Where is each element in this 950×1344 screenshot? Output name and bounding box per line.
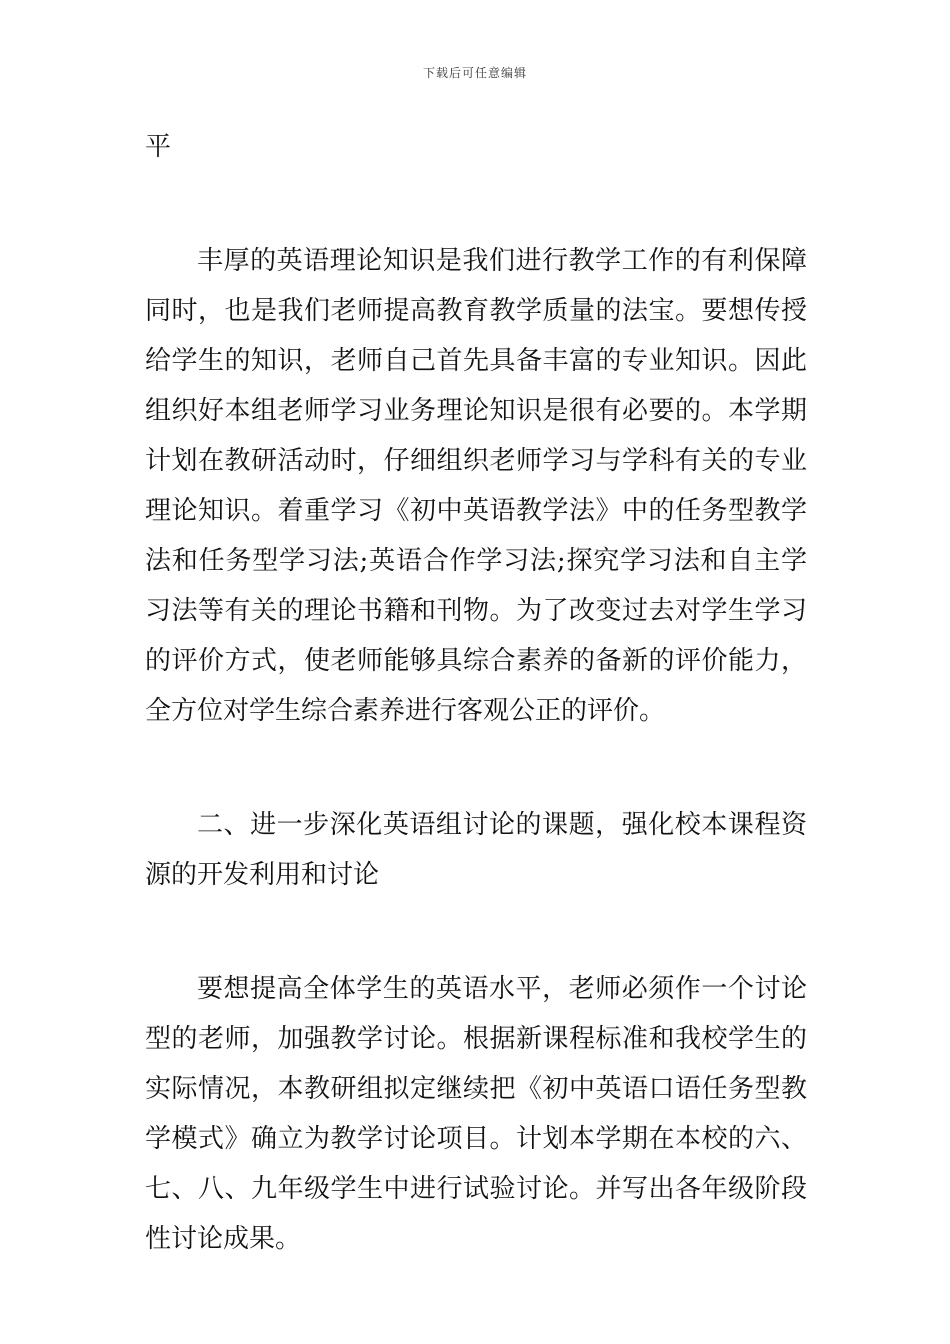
paragraph-theory-knowledge: 丰厚的英语理论知识是我们进行教学工作的有利保障同时，也是我们老师提高教育教学质量的法宝。要想传授给学生的知识，老师自己首先具备丰富的专业知识。因此组织好本组老师学习业务理论知识是很有必要的。本学期计划在教研活动时，仔细组织老师学习与学科有关的专业理论知识。着重学习《初中英语教学法》中的任务型教学法和任务型学习法;英语合作学习法;探究学习法和自主学习法等有关的理论书籍和刊物。为了改变过去对学生学习的评价方式，使老师能够具综合素养的备新的评价能力，全方位对学生综合素养进行客观公正的评价。 (145, 246, 807, 726)
section-heading-2: 二、进一步深化英语组讨论的课题，强化校本课程资源的开发利用和讨论 (145, 810, 807, 890)
paragraph-gap (145, 736, 807, 800)
paragraph-gap (145, 172, 807, 236)
text-fragment: 平 (145, 132, 172, 162)
paragraph-gap (145, 900, 807, 964)
paragraph-research-project: 要想提高全体学生的英语水平，老师必须作一个讨论型的老师，加强教学讨论。根据新课程标准和我校学生的实际情况，本教研组拟定继续把《初中英语口语任务型教学模式》确立为教学讨论项目。计划本学期在本校的六、七、八、九年级学生中进行试验讨论。并写出各年级阶段性讨论成果。 (145, 974, 807, 1254)
document-body (145, 122, 807, 1264)
page-header: 下载后可任意编辑 (422, 66, 527, 80)
